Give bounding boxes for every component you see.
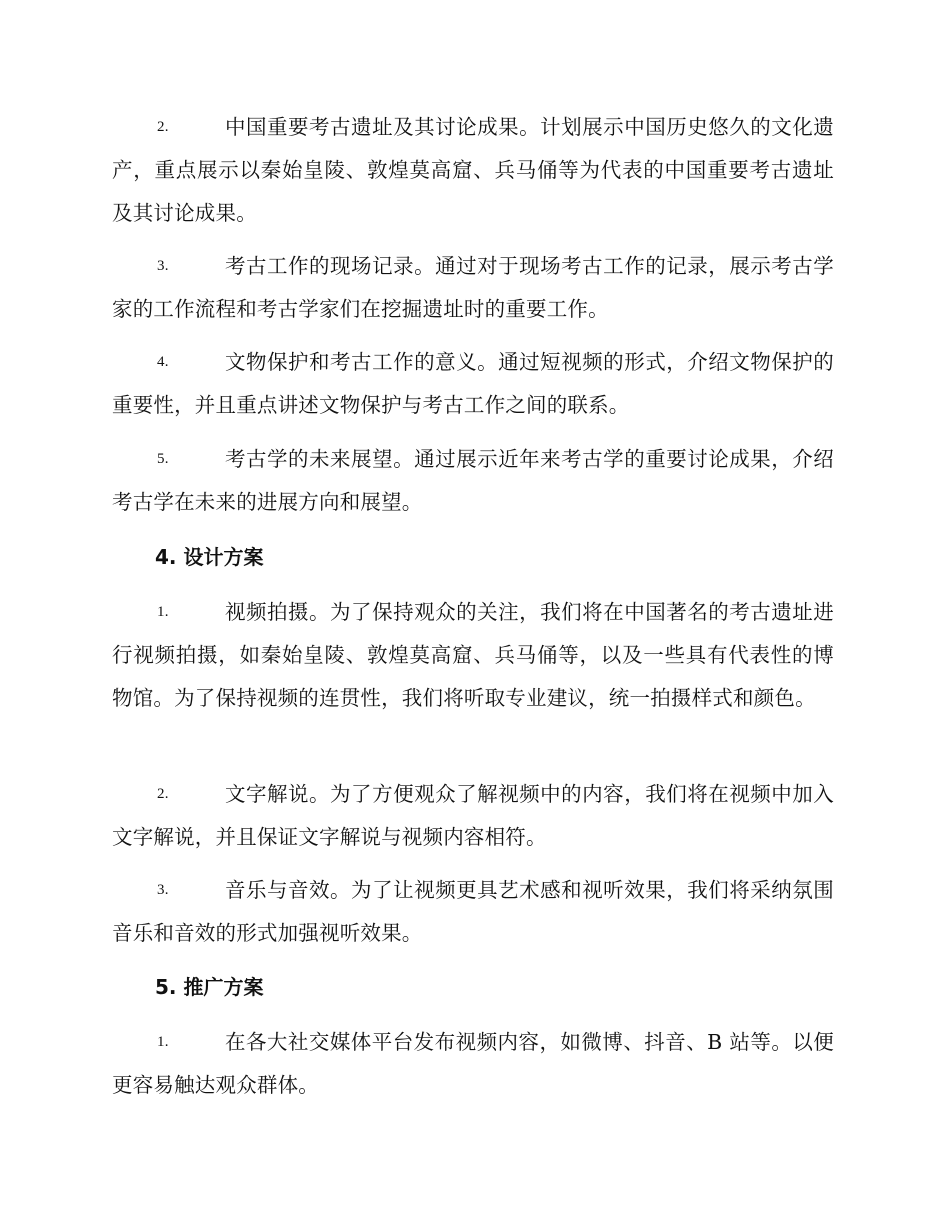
list-item-text: 在各大社交媒体平台发布视频内容，如微博、抖音、B 站等。以便更容易触达观众群体。 [112,1030,834,1097]
list-number: 1. [157,1034,169,1050]
list-item [112,341,834,427]
list-item [112,106,834,235]
list-item-text: 中国重要考古遗址及其讨论成果。计划展示中国历史悠久的文化遗产，重点展示以秦始皇陵、敦煌莫高窟、兵马俑等为代表的中国重要考古遗址及其讨论成果。 [112,115,834,225]
list-item [112,591,834,720]
list-item-text: 考古学的未来展望。通过展示近年来考古学的重要讨论成果，介绍考古学在未来的进展方向和展望。 [112,447,834,514]
list-item-text: 文物保护和考古工作的意义。通过短视频的形式，介绍文物保护的重要性，并且重点讲述文物保护与考古工作之间的联系。 [112,350,834,417]
list-number: 2. [157,119,169,135]
list-item [112,1021,834,1107]
list-item-text: 音乐与音效。为了让视频更具艺术感和视听效果，我们将采纳氛围音乐和音效的形式加强视听效果。 [112,878,834,945]
section-heading: 5. 推广方案 [155,975,264,999]
list-number: 3. [157,882,169,898]
list-number: 1. [157,604,169,620]
list-item [112,773,834,859]
list-item-text: 视频拍摄。为了保持观众的关注，我们将在中国著名的考古遗址进行视频拍摄，如秦始皇陵、敦煌莫高窟、兵马俑等，以及一些具有代表性的博物馆。为了保持视频的连贯性，我们将听取专业建议，统一拍摄样式和颜色。 [112,600,834,710]
list-number: 5. [157,451,169,467]
list-number: 4. [157,354,169,370]
section-heading: 4. 设计方案 [155,545,264,569]
list-item [112,438,834,524]
list-item [112,245,834,331]
list-number: 2. [157,786,169,802]
list-item-text: 考古工作的现场记录。通过对于现场考古工作的记录，展示考古学家的工作流程和考古学家们在挖掘遗址时的重要工作。 [112,254,834,321]
list-item-text: 文字解说。为了方便观众了解视频中的内容，我们将在视频中加入文字解说，并且保证文字解说与视频内容相符。 [112,782,834,849]
list-item [112,869,834,955]
list-number: 3. [157,258,169,274]
